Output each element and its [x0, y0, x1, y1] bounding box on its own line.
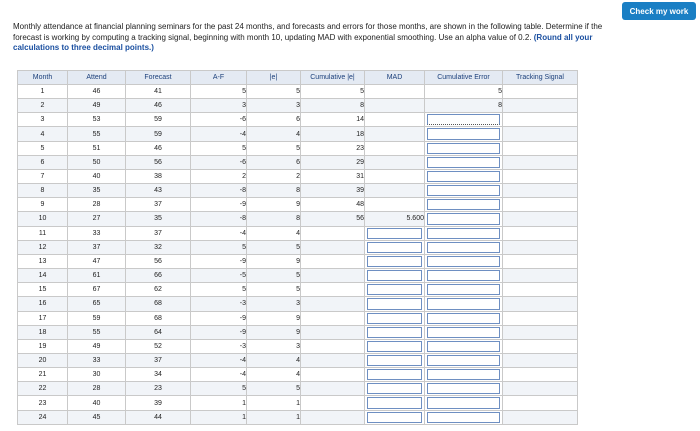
- mad-cell: [365, 127, 425, 141]
- forecast-cell: 41: [126, 85, 191, 99]
- mad-input[interactable]: [367, 327, 422, 338]
- month-cell: 8: [18, 184, 68, 198]
- abs-error-cell: 6: [247, 113, 301, 127]
- table-row: [18, 141, 578, 155]
- forecast-cell: 44: [126, 410, 191, 424]
- abs-error-cell: 1: [247, 410, 301, 424]
- cumulative-error-cell: [425, 212, 503, 226]
- abs-error-cell: 4: [247, 226, 301, 240]
- month-cell: 5: [18, 141, 68, 155]
- header-a-f: A-F: [191, 71, 247, 85]
- problem-instructions: [13, 22, 603, 54]
- attend-cell: 33: [68, 353, 126, 367]
- cumulative-error-cell: [425, 141, 503, 155]
- month-cell: 18: [18, 325, 68, 339]
- cumulative-error-input[interactable]: [427, 199, 500, 210]
- attend-cell: 45: [68, 410, 126, 424]
- abs-error-cell: 5: [247, 240, 301, 254]
- mad-cell: [365, 155, 425, 169]
- a-f-cell: -4: [191, 368, 247, 382]
- table-row: [18, 85, 578, 99]
- month-cell: 17: [18, 311, 68, 325]
- cumulative-abs-error-cell: 31: [301, 169, 365, 183]
- attend-cell: 49: [68, 99, 126, 113]
- mad-input[interactable]: [367, 341, 422, 352]
- table-row: [18, 212, 578, 226]
- forecast-cell: 37: [126, 198, 191, 212]
- mad-input[interactable]: [367, 369, 422, 380]
- table-row: [18, 297, 578, 311]
- abs-error-cell: 9: [247, 198, 301, 212]
- table-row: [18, 311, 578, 325]
- tracking-signal-cell: [503, 198, 578, 212]
- cumulative-abs-error-cell: [301, 226, 365, 240]
- forecast-cell: 38: [126, 169, 191, 183]
- cumulative-abs-error-cell: [301, 254, 365, 268]
- header-cumulative-abs-error: Cumulative |e|: [301, 71, 365, 85]
- month-cell: 3: [18, 113, 68, 127]
- tracking-signal-cell: [503, 254, 578, 268]
- attend-cell: 55: [68, 127, 126, 141]
- forecast-table: [17, 70, 578, 425]
- table-row: [18, 184, 578, 198]
- a-f-cell: 5: [191, 240, 247, 254]
- forecast-cell: 59: [126, 113, 191, 127]
- cumulative-error-input[interactable]: [427, 228, 500, 239]
- header-abs-error: |e|: [247, 71, 301, 85]
- month-cell: 6: [18, 155, 68, 169]
- month-cell: 22: [18, 382, 68, 396]
- cumulative-error-input[interactable]: [427, 412, 500, 423]
- a-f-cell: -6: [191, 155, 247, 169]
- table-header-row: [18, 71, 578, 85]
- cumulative-error-input[interactable]: [427, 256, 500, 267]
- tracking-signal-cell: [503, 339, 578, 353]
- cumulative-abs-error-cell: [301, 297, 365, 311]
- forecast-cell: 23: [126, 382, 191, 396]
- cumulative-error-input[interactable]: [427, 270, 500, 281]
- cumulative-abs-error-cell: 14: [301, 113, 365, 127]
- cumulative-error-cell: [425, 269, 503, 283]
- header-forecast: Forecast: [126, 71, 191, 85]
- month-cell: 9: [18, 198, 68, 212]
- month-cell: 11: [18, 226, 68, 240]
- cumulative-abs-error-cell: [301, 410, 365, 424]
- header-mad: MAD: [365, 71, 425, 85]
- attend-cell: 37: [68, 240, 126, 254]
- a-f-cell: 5: [191, 85, 247, 99]
- cumulative-error-input[interactable]: [427, 213, 500, 224]
- month-cell: 14: [18, 269, 68, 283]
- forecast-cell: 68: [126, 297, 191, 311]
- cumulative-abs-error-cell: 8: [301, 99, 365, 113]
- month-cell: 21: [18, 368, 68, 382]
- attend-cell: 28: [68, 198, 126, 212]
- forecast-cell: 64: [126, 325, 191, 339]
- mad-input[interactable]: [367, 397, 422, 408]
- tracking-signal-cell: [503, 127, 578, 141]
- table-row: [18, 198, 578, 212]
- forecast-cell: 56: [126, 155, 191, 169]
- header-month: Month: [18, 71, 68, 85]
- a-f-cell: -6: [191, 113, 247, 127]
- tracking-signal-cell: [503, 113, 578, 127]
- mad-cell: [365, 198, 425, 212]
- table-row: [18, 99, 578, 113]
- table-row: [18, 155, 578, 169]
- table-row: [18, 410, 578, 424]
- attend-cell: 59: [68, 311, 126, 325]
- mad-cell: [365, 283, 425, 297]
- mad-input[interactable]: [367, 298, 422, 309]
- abs-error-cell: 3: [247, 339, 301, 353]
- mad-input[interactable]: [367, 313, 422, 324]
- forecast-cell: 46: [126, 99, 191, 113]
- mad-cell: 5.600: [365, 212, 425, 226]
- tracking-signal-cell: [503, 99, 578, 113]
- cumulative-abs-error-cell: [301, 269, 365, 283]
- month-cell: 15: [18, 283, 68, 297]
- forecast-cell: 37: [126, 226, 191, 240]
- mad-input[interactable]: [367, 242, 422, 253]
- attend-cell: 30: [68, 368, 126, 382]
- month-cell: 10: [18, 212, 68, 226]
- abs-error-cell: 5: [247, 269, 301, 283]
- mad-cell: [365, 240, 425, 254]
- cumulative-error-cell: [425, 198, 503, 212]
- attend-cell: 33: [68, 226, 126, 240]
- attend-cell: 55: [68, 325, 126, 339]
- table-row: [18, 169, 578, 183]
- mad-cell: [365, 410, 425, 424]
- header-attend: Attend: [68, 71, 126, 85]
- table-row: [18, 339, 578, 353]
- cumulative-error-input[interactable]: [427, 284, 500, 295]
- attend-cell: 51: [68, 141, 126, 155]
- mad-cell: [365, 113, 425, 127]
- tracking-signal-cell: [503, 212, 578, 226]
- tracking-signal-cell: [503, 141, 578, 155]
- cumulative-abs-error-cell: [301, 240, 365, 254]
- check-my-work-button[interactable]: Check my work: [622, 2, 696, 20]
- mad-cell: [365, 297, 425, 311]
- cumulative-error-cell: [425, 127, 503, 141]
- attend-cell: 67: [68, 283, 126, 297]
- abs-error-cell: 5: [247, 85, 301, 99]
- cumulative-error-input[interactable]: [427, 185, 500, 196]
- forecast-cell: 39: [126, 396, 191, 410]
- cumulative-error-input[interactable]: [427, 397, 500, 408]
- cumulative-error-input[interactable]: [427, 313, 500, 324]
- cumulative-error-cell: [425, 169, 503, 183]
- attend-cell: 47: [68, 254, 126, 268]
- forecast-cell: 37: [126, 353, 191, 367]
- cumulative-error-cell: [425, 184, 503, 198]
- mad-input[interactable]: [367, 270, 422, 281]
- table-row: [18, 113, 578, 127]
- month-cell: 23: [18, 396, 68, 410]
- cumulative-error-cell: [425, 297, 503, 311]
- tracking-signal-cell: [503, 169, 578, 183]
- tracking-signal-cell: [503, 325, 578, 339]
- cumulative-error-cell: [425, 410, 503, 424]
- cumulative-abs-error-cell: [301, 325, 365, 339]
- header-cumulative-error: Cumulative Error: [425, 71, 503, 85]
- abs-error-cell: 6: [247, 155, 301, 169]
- attend-cell: 40: [68, 169, 126, 183]
- a-f-cell: -4: [191, 226, 247, 240]
- month-cell: 16: [18, 297, 68, 311]
- mad-cell: [365, 169, 425, 183]
- cumulative-abs-error-cell: 23: [301, 141, 365, 155]
- attend-cell: 61: [68, 269, 126, 283]
- mad-cell: [365, 254, 425, 268]
- cumulative-abs-error-cell: [301, 283, 365, 297]
- cumulative-abs-error-cell: 29: [301, 155, 365, 169]
- cumulative-error-input[interactable]: [427, 143, 500, 154]
- forecast-cell: 68: [126, 311, 191, 325]
- attend-cell: 46: [68, 85, 126, 99]
- a-f-cell: -9: [191, 325, 247, 339]
- table-row: [18, 127, 578, 141]
- mad-cell: [365, 184, 425, 198]
- table-row: [18, 368, 578, 382]
- table-row: [18, 382, 578, 396]
- forecast-cell: 66: [126, 269, 191, 283]
- attend-cell: 35: [68, 184, 126, 198]
- abs-error-cell: 5: [247, 141, 301, 155]
- a-f-cell: 2: [191, 169, 247, 183]
- mad-input[interactable]: [367, 284, 422, 295]
- tracking-signal-cell: [503, 410, 578, 424]
- table-row: [18, 269, 578, 283]
- forecast-cell: 52: [126, 339, 191, 353]
- forecast-cell: 32: [126, 240, 191, 254]
- abs-error-cell: 9: [247, 325, 301, 339]
- month-cell: 19: [18, 339, 68, 353]
- forecast-cell: 35: [126, 212, 191, 226]
- cumulative-abs-error-cell: 18: [301, 127, 365, 141]
- tracking-signal-cell: [503, 311, 578, 325]
- cumulative-error-cell: 5: [425, 85, 503, 99]
- cumulative-abs-error-cell: [301, 368, 365, 382]
- attend-cell: 27: [68, 212, 126, 226]
- cumulative-error-input[interactable]: [427, 369, 500, 380]
- mad-cell: [365, 311, 425, 325]
- cumulative-error-cell: [425, 353, 503, 367]
- tracking-signal-cell: [503, 283, 578, 297]
- abs-error-cell: 2: [247, 169, 301, 183]
- forecast-cell: 34: [126, 368, 191, 382]
- attend-cell: 50: [68, 155, 126, 169]
- month-cell: 2: [18, 99, 68, 113]
- cumulative-error-cell: [425, 311, 503, 325]
- a-f-cell: 5: [191, 141, 247, 155]
- abs-error-cell: 4: [247, 127, 301, 141]
- abs-error-cell: 8: [247, 212, 301, 226]
- table-row: [18, 283, 578, 297]
- tracking-signal-cell: [503, 155, 578, 169]
- cumulative-abs-error-cell: [301, 396, 365, 410]
- cumulative-error-input[interactable]: [427, 298, 500, 309]
- a-f-cell: -5: [191, 269, 247, 283]
- mad-cell: [365, 99, 425, 113]
- cumulative-abs-error-cell: 48: [301, 198, 365, 212]
- attend-cell: 65: [68, 297, 126, 311]
- cumulative-error-cell: [425, 155, 503, 169]
- attend-cell: 28: [68, 382, 126, 396]
- month-cell: 12: [18, 240, 68, 254]
- attend-cell: 40: [68, 396, 126, 410]
- cumulative-abs-error-cell: [301, 382, 365, 396]
- mad-cell: [365, 339, 425, 353]
- forecast-cell: 62: [126, 283, 191, 297]
- mad-cell: [365, 226, 425, 240]
- forecast-cell: 46: [126, 141, 191, 155]
- forecast-cell: 59: [126, 127, 191, 141]
- mad-cell: [365, 325, 425, 339]
- cumulative-error-cell: [425, 113, 503, 127]
- abs-error-cell: 4: [247, 368, 301, 382]
- abs-error-cell: 5: [247, 382, 301, 396]
- tracking-signal-cell: [503, 382, 578, 396]
- tracking-signal-cell: [503, 396, 578, 410]
- a-f-cell: -8: [191, 212, 247, 226]
- month-cell: 24: [18, 410, 68, 424]
- cumulative-abs-error-cell: [301, 339, 365, 353]
- table-row: [18, 254, 578, 268]
- table-row: [18, 396, 578, 410]
- cumulative-error-cell: [425, 339, 503, 353]
- attend-cell: 49: [68, 339, 126, 353]
- cumulative-abs-error-cell: 39: [301, 184, 365, 198]
- tracking-signal-cell: [503, 226, 578, 240]
- header-tracking-signal: Tracking Signal: [503, 71, 578, 85]
- abs-error-cell: 3: [247, 297, 301, 311]
- cumulative-error-cell: 8: [425, 99, 503, 113]
- mad-input[interactable]: [367, 355, 422, 366]
- cumulative-error-input[interactable]: [427, 327, 500, 338]
- forecast-cell: 43: [126, 184, 191, 198]
- mad-cell: [365, 353, 425, 367]
- instructions-rounding-note: (Round all your calculations to three decimal points.): [13, 32, 593, 52]
- attend-cell: 53: [68, 113, 126, 127]
- a-f-cell: -9: [191, 254, 247, 268]
- cumulative-error-cell: [425, 254, 503, 268]
- cumulative-abs-error-cell: [301, 353, 365, 367]
- abs-error-cell: 9: [247, 254, 301, 268]
- a-f-cell: -8: [191, 184, 247, 198]
- tracking-signal-cell: [503, 353, 578, 367]
- cumulative-error-cell: [425, 283, 503, 297]
- a-f-cell: -3: [191, 339, 247, 353]
- cumulative-error-cell: [425, 368, 503, 382]
- a-f-cell: -9: [191, 198, 247, 212]
- a-f-cell: 5: [191, 382, 247, 396]
- abs-error-cell: 4: [247, 353, 301, 367]
- month-cell: 7: [18, 169, 68, 183]
- cumulative-error-input[interactable]: [427, 383, 500, 394]
- abs-error-cell: 3: [247, 99, 301, 113]
- month-cell: 4: [18, 127, 68, 141]
- mad-input[interactable]: [367, 256, 422, 267]
- abs-error-cell: 8: [247, 184, 301, 198]
- a-f-cell: 3: [191, 99, 247, 113]
- mad-input[interactable]: [367, 383, 422, 394]
- mad-input[interactable]: [367, 412, 422, 423]
- tracking-signal-cell: [503, 269, 578, 283]
- mad-cell: [365, 396, 425, 410]
- tracking-signal-cell: [503, 368, 578, 382]
- abs-error-cell: 1: [247, 396, 301, 410]
- cumulative-abs-error-cell: 5: [301, 85, 365, 99]
- cumulative-error-input[interactable]: [427, 128, 500, 139]
- cumulative-error-input[interactable]: [427, 114, 500, 125]
- table-row: [18, 353, 578, 367]
- cumulative-error-cell: [425, 396, 503, 410]
- table-row: [18, 226, 578, 240]
- cumulative-error-cell: [425, 240, 503, 254]
- month-cell: 13: [18, 254, 68, 268]
- cumulative-error-cell: [425, 325, 503, 339]
- a-f-cell: 5: [191, 283, 247, 297]
- mad-input[interactable]: [367, 228, 422, 239]
- table-row: [18, 240, 578, 254]
- tracking-signal-cell: [503, 184, 578, 198]
- cumulative-error-input[interactable]: [427, 341, 500, 352]
- forecast-cell: 56: [126, 254, 191, 268]
- cumulative-error-input[interactable]: [427, 171, 500, 182]
- abs-error-cell: 5: [247, 283, 301, 297]
- a-f-cell: 1: [191, 410, 247, 424]
- mad-cell: [365, 382, 425, 396]
- mad-cell: [365, 141, 425, 155]
- cumulative-error-input[interactable]: [427, 242, 500, 253]
- tracking-signal-cell: [503, 85, 578, 99]
- cumulative-error-input[interactable]: [427, 355, 500, 366]
- month-cell: 20: [18, 353, 68, 367]
- mad-cell: [365, 85, 425, 99]
- cumulative-abs-error-cell: 56: [301, 212, 365, 226]
- a-f-cell: 1: [191, 396, 247, 410]
- mad-cell: [365, 368, 425, 382]
- cumulative-error-cell: [425, 382, 503, 396]
- tracking-signal-cell: [503, 297, 578, 311]
- mad-cell: [365, 269, 425, 283]
- month-cell: 1: [18, 85, 68, 99]
- a-f-cell: -4: [191, 353, 247, 367]
- a-f-cell: -4: [191, 127, 247, 141]
- tracking-signal-cell: [503, 240, 578, 254]
- abs-error-cell: 9: [247, 311, 301, 325]
- instructions-text: Monthly attendance at financial planning seminars for the past 24 months, and forecasts and errors for those months, are shown in the following table. Determine if the forecast is working by computing a tracking signal, beginning with month 10, updating MAD with exponential smoothing. Use an alpha value of 0.2.: [13, 22, 603, 42]
- table-row: [18, 325, 578, 339]
- a-f-cell: -3: [191, 297, 247, 311]
- cumulative-abs-error-cell: [301, 311, 365, 325]
- cumulative-error-cell: [425, 226, 503, 240]
- cumulative-error-input[interactable]: [427, 157, 500, 168]
- a-f-cell: -9: [191, 311, 247, 325]
